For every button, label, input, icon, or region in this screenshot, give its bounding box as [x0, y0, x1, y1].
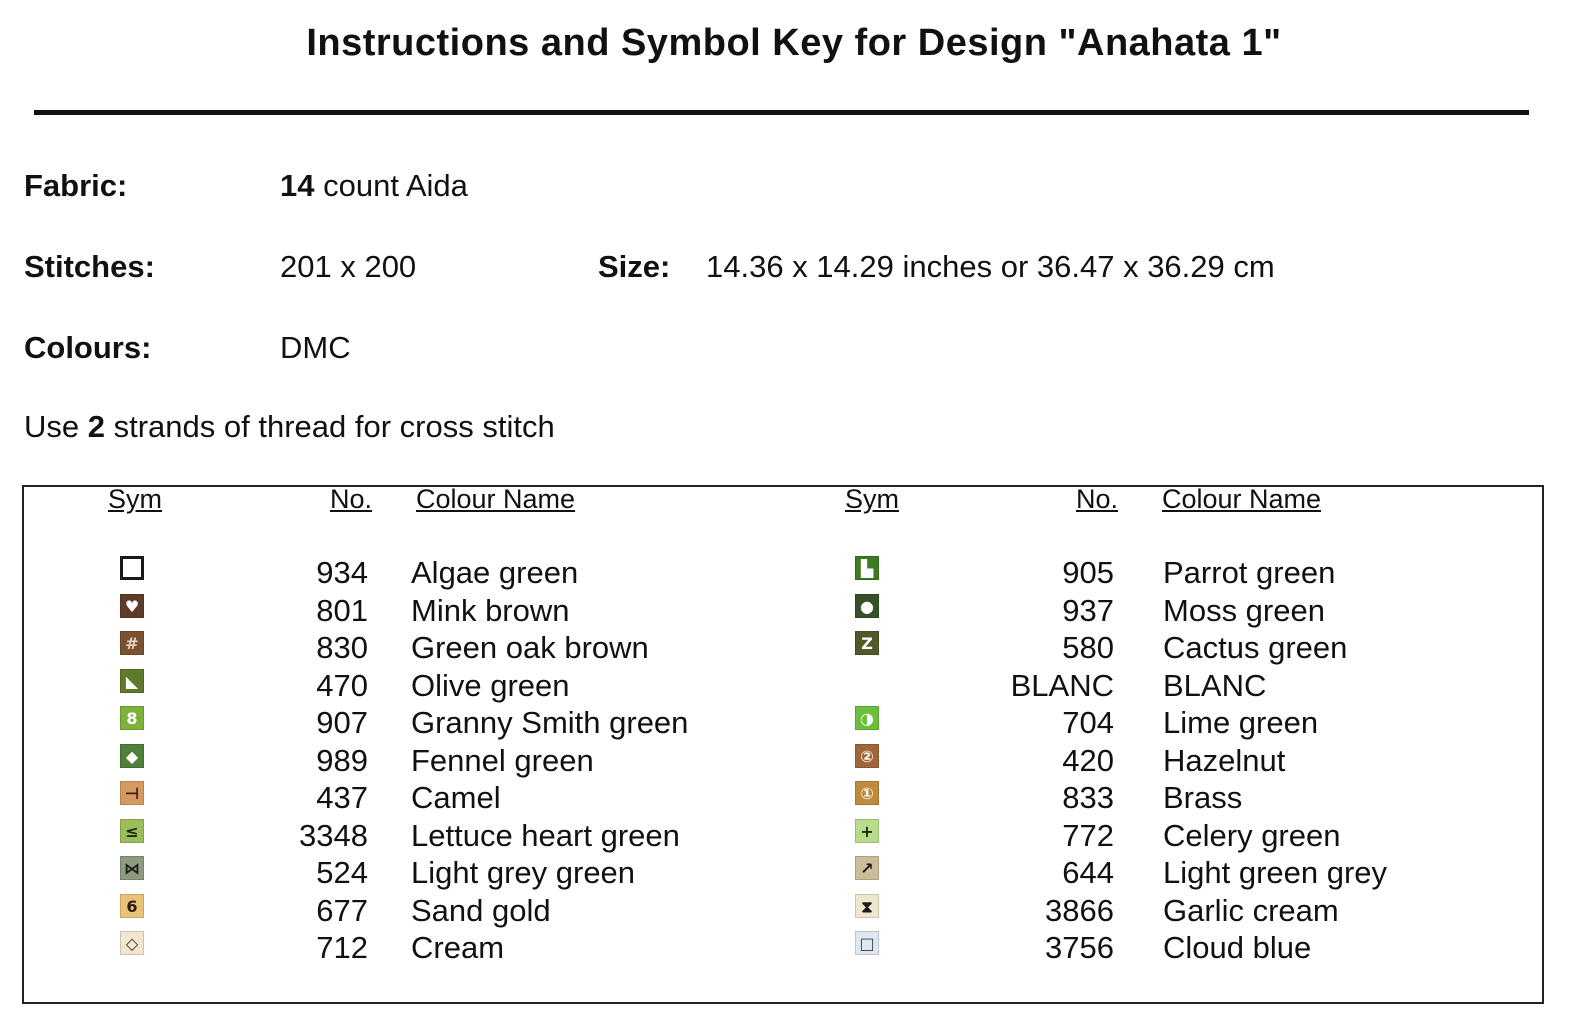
- colour-name: Moss green: [1163, 593, 1325, 628]
- digit-6-icon: 6: [120, 894, 144, 918]
- plus-icon: +: [855, 819, 879, 843]
- colour-name: Algae green: [411, 555, 579, 590]
- strands-instruction: [24, 409, 555, 445]
- open-square-small-icon: □: [855, 931, 879, 955]
- fabric-label: Fabric:: [24, 168, 128, 203]
- colour-name: Garlic cream: [1163, 893, 1339, 928]
- colour-number: 677: [316, 893, 368, 928]
- colour-number: 934: [316, 555, 368, 590]
- circled-1-icon: ①: [855, 781, 879, 805]
- colour-name: BLANC: [1163, 668, 1267, 703]
- strands-post: strands of thread for cross stitch: [105, 409, 555, 444]
- colour-name: Light green grey: [1163, 855, 1388, 890]
- colour-number: 644: [1062, 855, 1114, 890]
- hourglass-icon: ⧗: [855, 894, 879, 918]
- page-title: Instructions and Symbol Key for Design "Anahata 1": [306, 22, 1282, 64]
- colour-name: Cactus green: [1163, 630, 1348, 665]
- colour-number: 3866: [1045, 893, 1114, 928]
- colour-number: 524: [316, 855, 368, 890]
- bowtie-icon: ⋈: [120, 856, 144, 880]
- colour-name: Cloud blue: [1163, 930, 1312, 965]
- colour-name: Fennel green: [411, 743, 594, 778]
- colour-name: Mink brown: [411, 593, 570, 628]
- fabric-type: count Aida: [314, 168, 468, 203]
- header-name-left: Colour Name: [416, 484, 576, 514]
- colour-name: Lettuce heart green: [411, 818, 680, 853]
- digit-8-icon: 8: [120, 706, 144, 730]
- header-no-right: No.: [1076, 484, 1119, 514]
- header-no-left: No.: [330, 484, 373, 514]
- colours-value: DMC: [280, 330, 351, 365]
- half-triangle-icon: ◣: [120, 669, 144, 693]
- header-sym-right: Sym: [845, 484, 899, 514]
- colour-name: Green oak brown: [411, 630, 649, 665]
- heart-icon: ♥: [120, 594, 144, 618]
- size-value: 14.36 x 14.29 inches or 36.47 x 36.29 cm: [706, 249, 1275, 284]
- arrow-icon: ↗: [855, 856, 879, 880]
- open-square-icon: [120, 556, 144, 580]
- header-name-right: Colour Name: [1162, 484, 1322, 514]
- colour-number: 772: [1062, 818, 1114, 853]
- fabric-value: [280, 168, 468, 204]
- stitches-value: 201 x 200: [280, 249, 417, 284]
- colours-label: Colours:: [24, 330, 152, 365]
- colour-name: Camel: [411, 780, 501, 815]
- colour-number: 580: [1062, 630, 1114, 665]
- colour-name: Light grey green: [411, 855, 636, 890]
- title-divider: [34, 110, 1529, 115]
- colour-number: 420: [1062, 743, 1114, 778]
- colour-number: 830: [316, 630, 368, 665]
- circle-icon: ●: [855, 594, 879, 618]
- colour-number: 907: [316, 705, 368, 740]
- size-label: Size:: [598, 249, 671, 284]
- colour-number: 712: [316, 930, 368, 965]
- colour-name: Cream: [411, 930, 505, 965]
- corner-l-icon: ▙: [855, 556, 879, 580]
- colour-number: 704: [1062, 705, 1114, 740]
- colour-name: Sand gold: [411, 893, 551, 928]
- colour-number: 905: [1062, 555, 1114, 590]
- diamond-icon: ◆: [120, 744, 144, 768]
- colour-name: Celery green: [1163, 818, 1341, 853]
- colour-name: Lime green: [1163, 705, 1319, 740]
- colour-name: Brass: [1163, 780, 1243, 815]
- colour-number: 801: [316, 593, 368, 628]
- colour-name: Parrot green: [1163, 555, 1336, 590]
- colour-name: Olive green: [411, 668, 570, 703]
- circled-2-icon: ②: [855, 744, 879, 768]
- hash-icon: #: [120, 631, 144, 655]
- strands-pre: Use: [24, 409, 88, 444]
- stitches-label: Stitches:: [24, 249, 155, 284]
- colour-number: BLANC: [1010, 668, 1114, 703]
- letter-z-icon: Z: [855, 631, 879, 655]
- fabric-count: 14: [280, 168, 315, 203]
- small-diamond-icon: ◇: [120, 931, 144, 955]
- colour-number: 437: [316, 780, 368, 815]
- strands-count: 2: [87, 409, 105, 444]
- colour-number: 989: [316, 743, 368, 778]
- colour-number: 470: [316, 668, 368, 703]
- colour-number: 833: [1062, 780, 1114, 815]
- colour-name: Granny Smith green: [411, 705, 689, 740]
- less-equal-icon: ≤: [120, 819, 144, 843]
- colour-number: 3756: [1045, 930, 1114, 965]
- colour-name: Hazelnut: [1163, 743, 1286, 778]
- header-sym-left: Sym: [108, 484, 162, 514]
- colour-number: 3348: [299, 818, 368, 853]
- colour-number: 937: [1062, 593, 1114, 628]
- half-circle-icon: ◑: [855, 706, 879, 730]
- t-bar-icon: ⊣: [120, 781, 144, 805]
